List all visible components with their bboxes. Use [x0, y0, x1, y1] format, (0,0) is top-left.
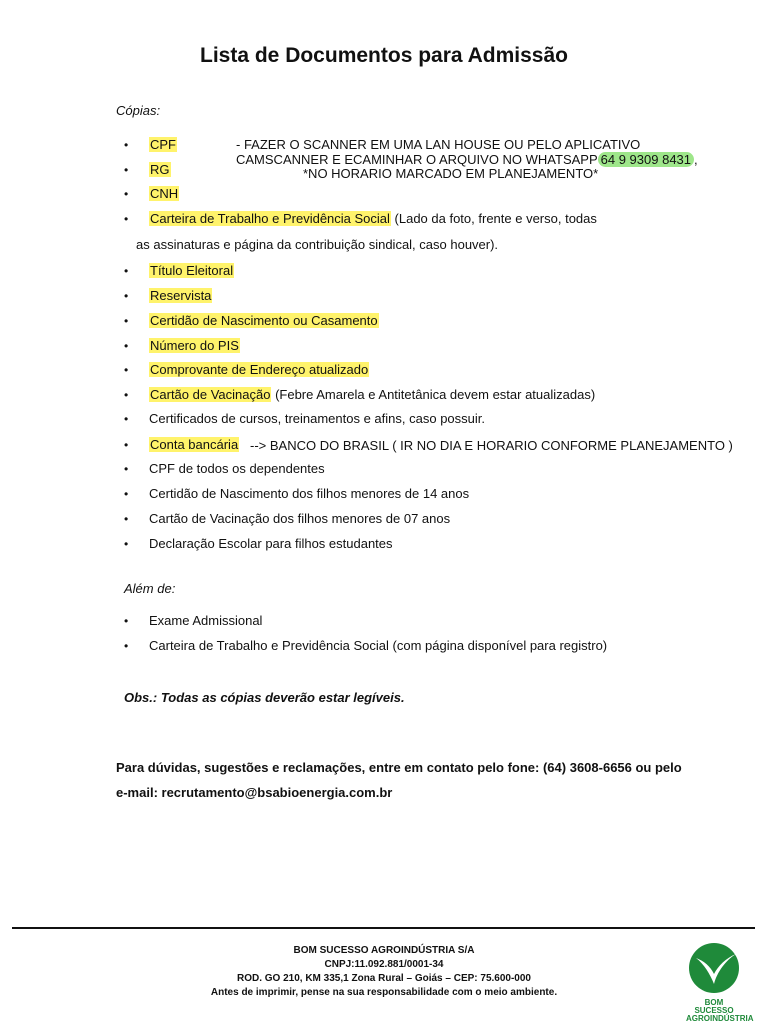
list-item-label: Carteira de Trabalho e Previdência Social (com página disponível para registro): [149, 638, 608, 653]
whatsapp-phone: 64 9 9309 8431: [598, 152, 694, 167]
list-item-label: CPF de todos os dependentes: [149, 461, 325, 476]
list-item-label: CNH: [150, 186, 179, 201]
list-item-label: Declaração Escolar para filhos estudantes: [149, 536, 393, 551]
scanner-note-line3: *NO HORARIO MARCADO EM PLANEJAMENTO*: [303, 166, 599, 181]
logo-line2: AGROINDÚSTRIA: [686, 1014, 754, 1023]
footer-divider: [12, 927, 755, 929]
list-item-label: Conta bancária: [150, 437, 239, 452]
footer-eco-note: Antes de imprimir, pense na sua responsabilidade com o meio ambiente.: [210, 987, 558, 998]
list-item-label: RG: [150, 162, 170, 177]
list-item-detail: (Febre Amarela e Antitetânica devem estar atualizadas): [271, 387, 596, 402]
bullet-icon: •: [124, 487, 129, 501]
contact-line-1: Para dúvidas, sugestões e reclamações, entre em contato pelo fone: (64) 3608-6656 ou pelo: [116, 760, 682, 775]
bullet-icon: •: [124, 614, 129, 628]
bullet-icon: •: [124, 438, 129, 452]
footer-cnpj: CNPJ:11.092.881/0001-34: [324, 959, 444, 970]
company-logo: [686, 942, 754, 1023]
list-item-label: Comprovante de Endereço atualizado: [150, 362, 369, 377]
bullet-icon: •: [124, 187, 129, 201]
bullet-icon: •: [124, 339, 129, 353]
list-item-continuation: as assinaturas e página da contribuição sindical, caso houver).: [136, 237, 499, 252]
list-item-label: Certificados de cursos, treinamentos e afins, caso possuir.: [149, 411, 485, 426]
list-item-label: CPF: [150, 137, 176, 152]
bullet-icon: •: [124, 639, 129, 653]
scanner-note-line1: - FAZER O SCANNER EM UMA LAN HOUSE OU PELO APLICATIVO: [236, 137, 641, 152]
list-item-label: Exame Admissional: [149, 613, 263, 628]
footer-address: ROD. GO 210, KM 335,1 Zona Rural – Goiás – CEP: 75.600-000: [236, 973, 531, 984]
bullet-icon: •: [124, 512, 129, 526]
bullet-icon: •: [124, 264, 129, 278]
copies-label: Cópias:: [116, 103, 161, 118]
scanner-note-line2: [236, 152, 698, 167]
list-item-label: Cartão de Vacinação dos filhos menores de 07 anos: [149, 511, 451, 526]
list-item-label: Título Eleitoral: [150, 263, 234, 278]
bank-note: --> BANCO DO BRASIL ( IR NO DIA E HORARIO CONFORME PLANEJAMENTO ): [250, 438, 733, 453]
also-label: Além de:: [124, 581, 176, 596]
list-item-detail: (Lado da foto, frente e verso, todas: [390, 211, 597, 226]
list-item-label: Reservista: [150, 288, 212, 303]
bullet-icon: •: [124, 363, 129, 377]
bullet-icon: •: [124, 462, 129, 476]
scanner-note-line2-suffix: ,: [694, 152, 698, 167]
footer: [0, 944, 768, 1000]
bullet-icon: •: [124, 163, 129, 177]
list-item-label: Carteira de Trabalho e Previdência Social: [150, 211, 390, 226]
bullet-icon: •: [124, 289, 129, 303]
contact-line-2: e-mail: recrutamento@bsabioenergia.com.br: [116, 785, 393, 800]
footer-company: BOM SUCESSO AGROINDÚSTRIA S/A: [293, 945, 475, 956]
list-item-label: Certidão de Nascimento ou Casamento: [150, 313, 378, 328]
scanner-note-line2-text: CAMSCANNER E ECAMINHAR O ARQUIVO NO WHATSAPP: [236, 152, 598, 167]
bullet-icon: •: [124, 412, 129, 426]
logo-line1: BOM SUCESSO: [694, 998, 734, 1015]
list-item-label: Número do PIS: [150, 338, 239, 353]
list-item-label: Certidão de Nascimento dos filhos menores de 14 anos: [149, 486, 470, 501]
bullet-icon: •: [124, 212, 129, 226]
logo-mark-icon: [686, 942, 742, 994]
bullet-icon: •: [124, 138, 129, 152]
bullet-icon: •: [124, 388, 129, 402]
list-item-label: Cartão de Vacinação: [150, 387, 271, 402]
document-title: Lista de Documentos para Admissão: [200, 44, 568, 67]
bullet-icon: •: [124, 314, 129, 328]
obs-note: Obs.: Todas as cópias deverão estar legíveis.: [124, 690, 405, 705]
bullet-icon: •: [124, 537, 129, 551]
